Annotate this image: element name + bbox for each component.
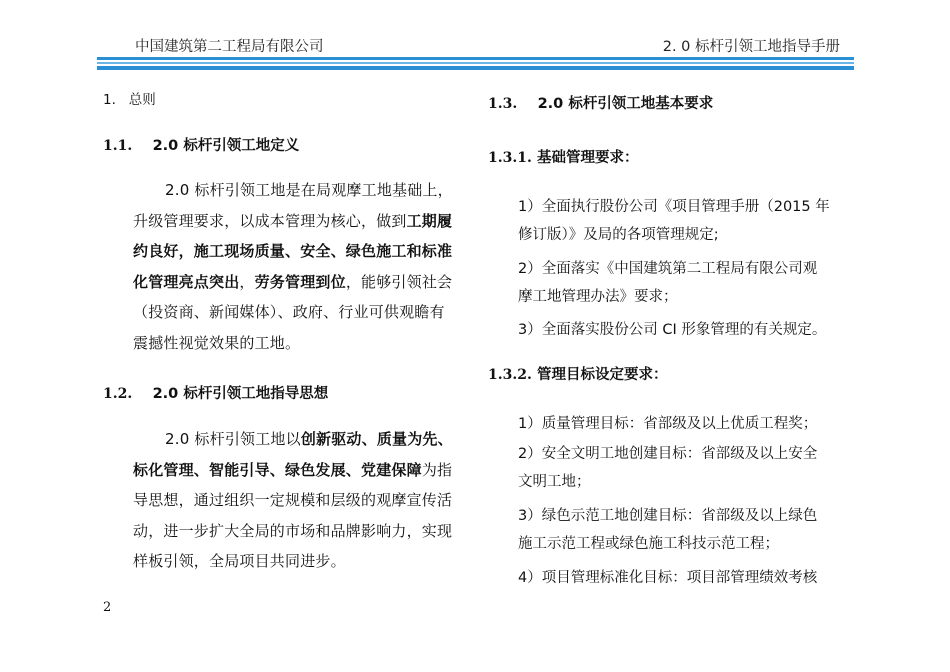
- section-1-2-number: 1.2.: [103, 386, 133, 402]
- header-rule-bottom: [97, 66, 854, 70]
- header-rule-middle: [97, 62, 854, 64]
- para-line: 升级管理要求，以成本管理为核心，做到工期履: [133, 211, 453, 230]
- section-1-2-heading: [103, 382, 328, 403]
- section-1-2-title: 2.0 标杆引领工地指导思想: [152, 386, 329, 402]
- section-1-3-2-number: 1.3.2.: [488, 367, 532, 383]
- list-item: 文明工地；: [518, 474, 591, 490]
- section-1-3-1-number: 1.3.1.: [488, 150, 532, 166]
- para-line: 2.0 标杆引领工地以创新驱动、质量为先、: [165, 430, 453, 448]
- section-1-3-title: 2.0 标杆引领工地基本要求: [537, 96, 714, 112]
- list-item: 3）绿色示范工地创建目标：省部级及以上绿色: [518, 508, 818, 524]
- section-1-1-heading: [103, 134, 299, 155]
- list-item: 2）安全文明工地创建目标：省部级及以上安全: [518, 446, 818, 462]
- page-number: 2: [103, 600, 112, 615]
- section-1-3-heading: [488, 92, 713, 113]
- para-line: 震撼性视觉效果的工地。: [133, 333, 301, 352]
- list-item: 1）全面执行股份公司《项目管理手册（2015 年: [518, 199, 830, 215]
- para-line: 约良好，施工现场质量、安全、绿色施工和标准: [133, 242, 453, 260]
- para-line: 标化管理、智能引导、绿色发展、党建保障为指: [133, 460, 453, 479]
- para-line: 2.0 标杆引领工地是在局观摩工地基础上，: [165, 181, 453, 199]
- section-1-3-1-title: 基础管理要求：: [536, 150, 639, 166]
- list-item: 修订版）》及局的各项管理规定;: [518, 227, 719, 243]
- list-item: 2）全面落实《中国建筑第二工程局有限公司观: [518, 261, 818, 277]
- section-1-3-1-heading: [488, 146, 638, 167]
- para-line: （投资商、新闻媒体）、政府、行业可供观瞻有: [133, 303, 445, 321]
- list-item: 3）全面落实股份公司 CI 形象管理的有关规定。: [518, 322, 827, 338]
- list-item: 摩工地管理办法》要求；: [518, 289, 678, 305]
- list-item: 1）质量管理目标：省部级及以上优质工程奖；: [518, 416, 818, 432]
- section-1-1-paragraph: [133, 175, 468, 358]
- list-item: 4）项目管理标准化目标：项目部管理绩效考核: [518, 570, 818, 586]
- section-1-1-number: 1.1.: [103, 138, 133, 154]
- chapter-title: 总则: [128, 92, 156, 108]
- section-1-3-2-heading: [488, 363, 667, 384]
- para-line: 样板引领，全局项目共同进步。: [133, 552, 346, 570]
- header-company: 中国建筑第二工程局有限公司: [135, 39, 324, 55]
- chapter-number: 1.: [103, 92, 116, 108]
- list-item: 施工示范工程或绿色施工科技示范工程；: [518, 536, 779, 552]
- section-1-1-title: 2.0 标杆引领工地定义: [152, 138, 300, 154]
- para-line: 导思想，通过组织一定规模和层级的观摩宣传活: [133, 491, 453, 509]
- section-1-3-2-title: 管理目标设定要求：: [536, 367, 668, 383]
- section-1-2-paragraph: [133, 424, 468, 577]
- header-rule-top: [97, 57, 854, 60]
- section-1-3-number: 1.3.: [488, 96, 518, 112]
- para-line: 动，进一步扩大全局的市场和品牌影响力，实现: [133, 521, 453, 540]
- chapter-heading: [103, 88, 156, 108]
- header-manual-title: 2. 0 标杆引领工地指导手册: [662, 39, 840, 55]
- para-line: 化管理亮点突出，劳务管理到位，能够引领社会: [133, 272, 453, 291]
